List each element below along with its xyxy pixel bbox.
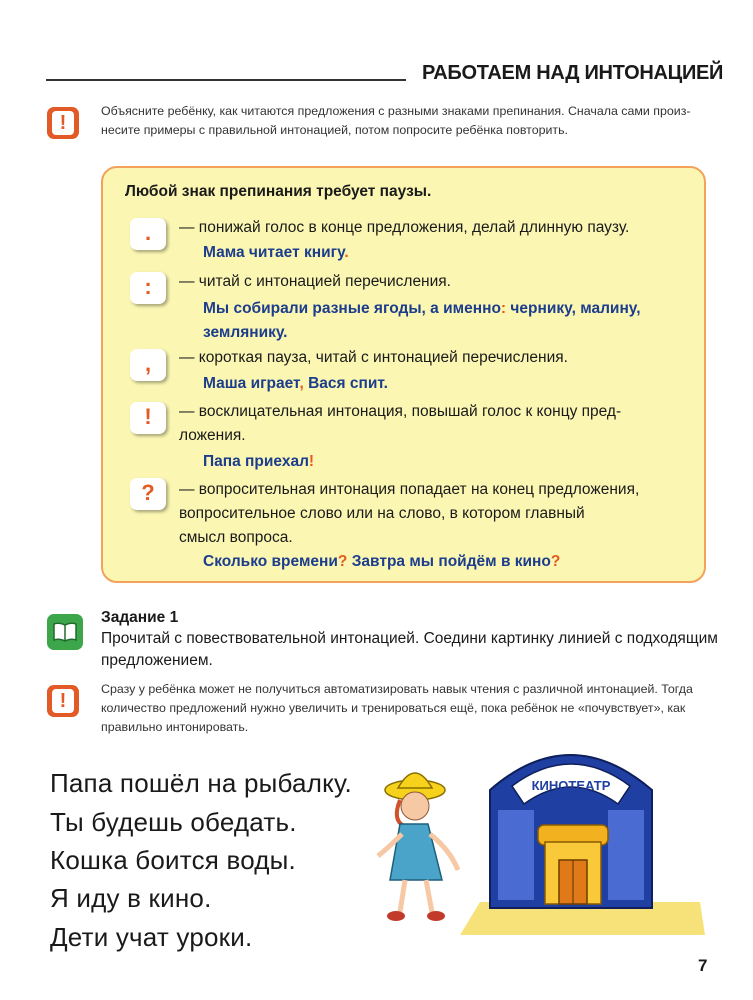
rule-text: — восклицательная интонация, повышай голос к концу пред- ложения. <box>179 403 622 444</box>
task-instruction: Прочитай с повествовательной интонацией. Соедини картинку линией с подходящим предложением. <box>101 630 718 669</box>
window-right <box>608 810 644 900</box>
cinema-sign: КИНОТЕАТР <box>531 778 611 793</box>
exclamation-mark-badge: ! <box>130 402 166 434</box>
note-line: несите примеры с правильной интонацией, потом попросите ребёнка повторить. <box>101 123 568 137</box>
rule-example: Сколько времени? Завтра мы пойдём в кино? <box>203 553 561 570</box>
header-rule <box>46 79 406 81</box>
sentence-1: Папа пошёл на рыбалку. <box>50 768 352 798</box>
parent-note-2 <box>101 680 693 737</box>
window-left <box>498 810 534 900</box>
sentence-2: Ты будешь обедать. <box>50 807 297 837</box>
cinema-girl-illustration <box>360 730 705 945</box>
task-title: Задание 1 <box>101 609 179 626</box>
note-line: правильно интонировать. <box>101 720 249 734</box>
parent-note <box>101 102 691 140</box>
warning-icon: ! <box>47 685 79 717</box>
rule-example: Маша играет, Вася спит. <box>203 375 388 392</box>
punctuation-rules-box <box>101 166 706 583</box>
girl-figure <box>378 773 458 921</box>
warning-icon: ! <box>47 107 79 139</box>
note-line: Сразу у ребёнка может не получиться автоматизировать навык чтения с различной интонацией. Тогда <box>101 682 693 696</box>
rule-text: — короткая пауза, читай с интонацией перечисления. <box>179 349 568 366</box>
sentence-3: Кошка боится воды. <box>50 845 296 875</box>
comma-mark-badge: , <box>130 349 166 381</box>
page-title: РАБОТАЕМ НАД ИНТОНАЦИЕЙ <box>422 62 724 84</box>
question-mark-badge: ? <box>130 478 166 510</box>
rules-title: Любой знак препинания требует паузы. <box>125 183 432 200</box>
rule-text: — понижай голос в конце предложения, делай длинную паузу. <box>179 219 630 236</box>
colon-mark-badge: : <box>130 272 166 304</box>
rule-example: Папа приехал! <box>203 453 315 470</box>
rule-example: Мы собирали разные ягоды, а именно: чернику, малину, землянику. <box>203 300 641 341</box>
sentence-5: Дети учат уроки. <box>50 922 253 952</box>
book-icon <box>47 614 83 650</box>
rule-text: — вопросительная интонация попадает на конец предложения, вопросительное слово или на слово, в котором главный смысл вопроса. <box>179 481 640 546</box>
period-mark-badge: . <box>130 218 166 250</box>
note-line: количество предложений нужно увеличить и тренироваться ещё, пока ребёнок не «почувствует», как <box>101 701 686 715</box>
rule-text: — читай с интонацией перечисления. <box>179 273 451 290</box>
page-number: 7 <box>698 956 708 975</box>
note-line: Объясните ребёнку, как читаются предложения с разными знаками препинания. Сначала сами произ- <box>101 104 691 118</box>
rule-example: Мама читает книгу. <box>203 244 349 261</box>
sentence-4: Я иду в кино. <box>50 883 212 913</box>
